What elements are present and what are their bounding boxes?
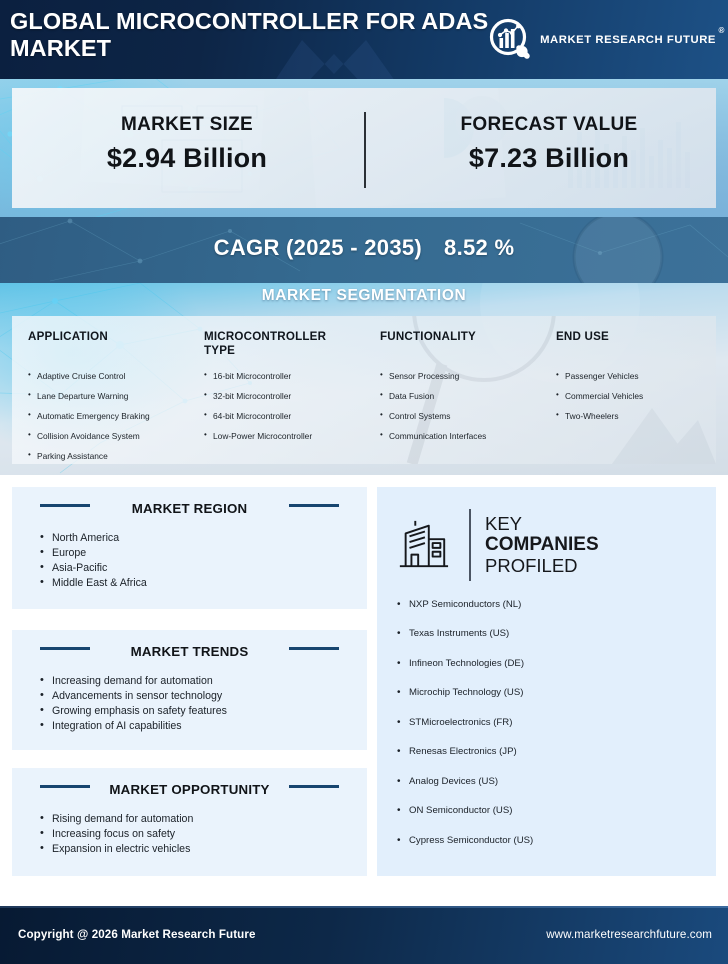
magnifier-bar-chart-logo-icon bbox=[489, 18, 533, 62]
key-companies-header bbox=[377, 499, 716, 591]
market-region-list bbox=[12, 531, 367, 591]
list-item: • Microchip Technology (US) bbox=[395, 687, 700, 699]
list-item: • North America bbox=[36, 531, 367, 546]
market-segmentation-section bbox=[0, 283, 728, 475]
segment-heading: MICROCONTROLLER TYPE bbox=[204, 330, 327, 357]
key-companies-divider bbox=[469, 509, 471, 581]
brand-name bbox=[540, 26, 725, 46]
list-item: • Europe bbox=[36, 546, 367, 561]
brand-logo bbox=[489, 17, 725, 63]
cagr-value: 8.52 % bbox=[444, 235, 515, 260]
segment-item: • Data Fusion bbox=[380, 391, 532, 402]
watermark-copyright: Copyright @ 2025 Market Research Future bbox=[18, 886, 256, 898]
market-size-label: MARKET SIZE bbox=[120, 114, 254, 135]
market-opportunity-header bbox=[12, 768, 367, 802]
market-region-card bbox=[12, 487, 367, 609]
page-footer bbox=[0, 906, 728, 964]
forecast-value-label: FORECAST VALUE bbox=[460, 114, 638, 135]
list-item: • Texas Instruments (US) bbox=[395, 628, 700, 640]
cagr-label: CAGR (2025 - 2035) bbox=[213, 235, 423, 260]
footer-top-rule bbox=[0, 906, 728, 908]
market-opportunity-card bbox=[12, 768, 367, 876]
segment-item: • Low-Power Microcontroller bbox=[204, 431, 356, 442]
market-trends-title: MARKET TRENDS bbox=[130, 644, 249, 659]
key-companies-word-profiled: PROFILED bbox=[485, 554, 578, 576]
market-size-metric bbox=[22, 114, 352, 174]
cagr-band bbox=[0, 217, 728, 283]
segment-list bbox=[204, 371, 356, 442]
segment-heading: END USE bbox=[556, 330, 609, 343]
metrics-panel bbox=[12, 88, 716, 208]
key-companies-word-companies: COMPANIES bbox=[485, 534, 599, 556]
segment-item: • Collision Avoidance System bbox=[28, 431, 180, 442]
header-rule-left bbox=[40, 647, 90, 650]
list-item: • Expansion in electric vehicles bbox=[36, 842, 367, 857]
segmentation-title: MARKET SEGMENTATION bbox=[261, 287, 467, 304]
registered-trademark-icon: ® bbox=[718, 26, 725, 35]
list-item: • Increasing demand for automation bbox=[36, 674, 367, 689]
list-item: • Analog Devices (US) bbox=[395, 776, 700, 788]
segment-item: • Parking Assistance bbox=[28, 451, 180, 462]
list-item: • Advancements in sensor technology bbox=[36, 689, 367, 704]
market-region-title: MARKET REGION bbox=[131, 501, 248, 516]
market-trends-header bbox=[12, 630, 367, 664]
list-item: • Rising demand for automation bbox=[36, 812, 367, 827]
segment-item: • 64-bit Microcontroller bbox=[204, 411, 356, 422]
page-header bbox=[0, 0, 728, 79]
segment-item: • Sensor Processing bbox=[380, 371, 532, 382]
list-item: • Infineon Technologies (DE) bbox=[395, 658, 700, 670]
brand-name-text: MARKET RESEARCH FUTURE bbox=[540, 34, 716, 46]
segment-list bbox=[28, 371, 180, 462]
segment-heading: FUNCTIONALITY bbox=[380, 330, 476, 343]
segment-item: • Control Systems bbox=[380, 411, 532, 422]
forecast-value-value: $7.23 Billion bbox=[468, 143, 630, 173]
list-item: • Middle East & Africa bbox=[36, 576, 367, 591]
cagr-text bbox=[0, 235, 728, 261]
key-companies-word-key: KEY bbox=[485, 512, 523, 534]
list-item: • Increasing focus on safety bbox=[36, 827, 367, 842]
header-rule-right bbox=[289, 647, 339, 650]
header-rule-right bbox=[289, 504, 339, 507]
key-companies-list bbox=[395, 599, 700, 864]
segment-item: • Passenger Vehicles bbox=[556, 371, 708, 382]
list-item: • Integration of AI capabilities bbox=[36, 719, 367, 734]
segmentation-column-application bbox=[12, 330, 188, 464]
segment-item: • Communication Interfaces bbox=[380, 431, 532, 442]
market-trends-list bbox=[12, 674, 367, 734]
list-item: • Growing emphasis on safety features bbox=[36, 704, 367, 719]
market-opportunity-list bbox=[12, 812, 367, 857]
list-item: • STMicroelectronics (FR) bbox=[395, 717, 700, 729]
market-opportunity-title: MARKET OPPORTUNITY bbox=[109, 782, 270, 797]
list-item: • Asia-Pacific bbox=[36, 561, 367, 576]
key-companies-title bbox=[485, 514, 599, 577]
segment-item: • Adaptive Cruise Control bbox=[28, 371, 180, 382]
list-item: • ON Semiconductor (US) bbox=[395, 805, 700, 817]
segment-list bbox=[380, 371, 532, 442]
office-building-icon bbox=[377, 509, 469, 581]
header-rule-left bbox=[40, 504, 90, 507]
forecast-value-metric bbox=[384, 114, 714, 174]
segmentation-column-microcontroller-type bbox=[188, 330, 364, 464]
segmentation-column-functionality bbox=[364, 330, 540, 464]
segmentation-columns bbox=[12, 316, 716, 464]
segment-item: • 16-bit Microcontroller bbox=[204, 371, 356, 382]
segment-list bbox=[556, 371, 708, 422]
market-size-value: $2.94 Billion bbox=[106, 143, 268, 173]
segmentation-column-end-use bbox=[540, 330, 716, 464]
segmentation-panel bbox=[12, 316, 716, 464]
metrics-band bbox=[0, 79, 728, 217]
segment-item: • Commercial Vehicles bbox=[556, 391, 708, 402]
market-region-header bbox=[12, 487, 367, 521]
segment-item: • 32-bit Microcontroller bbox=[204, 391, 356, 402]
metrics-divider bbox=[364, 112, 366, 188]
watermark-website: www.marketresearchfuture.com bbox=[535, 886, 714, 898]
header-rule-left bbox=[40, 785, 90, 788]
key-companies-card bbox=[377, 487, 716, 876]
list-item: • Cypress Semiconductor (US) bbox=[395, 835, 700, 847]
list-item: • NXP Semiconductors (NL) bbox=[395, 599, 700, 611]
segment-item: • Two-Wheelers bbox=[556, 411, 708, 422]
market-trends-card bbox=[12, 630, 367, 750]
list-item: • Renesas Electronics (JP) bbox=[395, 746, 700, 758]
segment-item: • Automatic Emergency Braking bbox=[28, 411, 180, 422]
segment-heading: APPLICATION bbox=[28, 330, 108, 343]
footer-copyright: Copyright @ 2026 Market Research Future bbox=[18, 928, 256, 941]
footer-website-link[interactable]: www.marketresearchfuture.com bbox=[546, 928, 712, 941]
footer-watermark bbox=[0, 884, 728, 906]
page-title: GLOBAL MICROCONTROLLER FOR ADAS MARKET bbox=[10, 8, 489, 62]
segment-item: • Lane Departure Warning bbox=[28, 391, 180, 402]
header-rule-right bbox=[289, 785, 339, 788]
